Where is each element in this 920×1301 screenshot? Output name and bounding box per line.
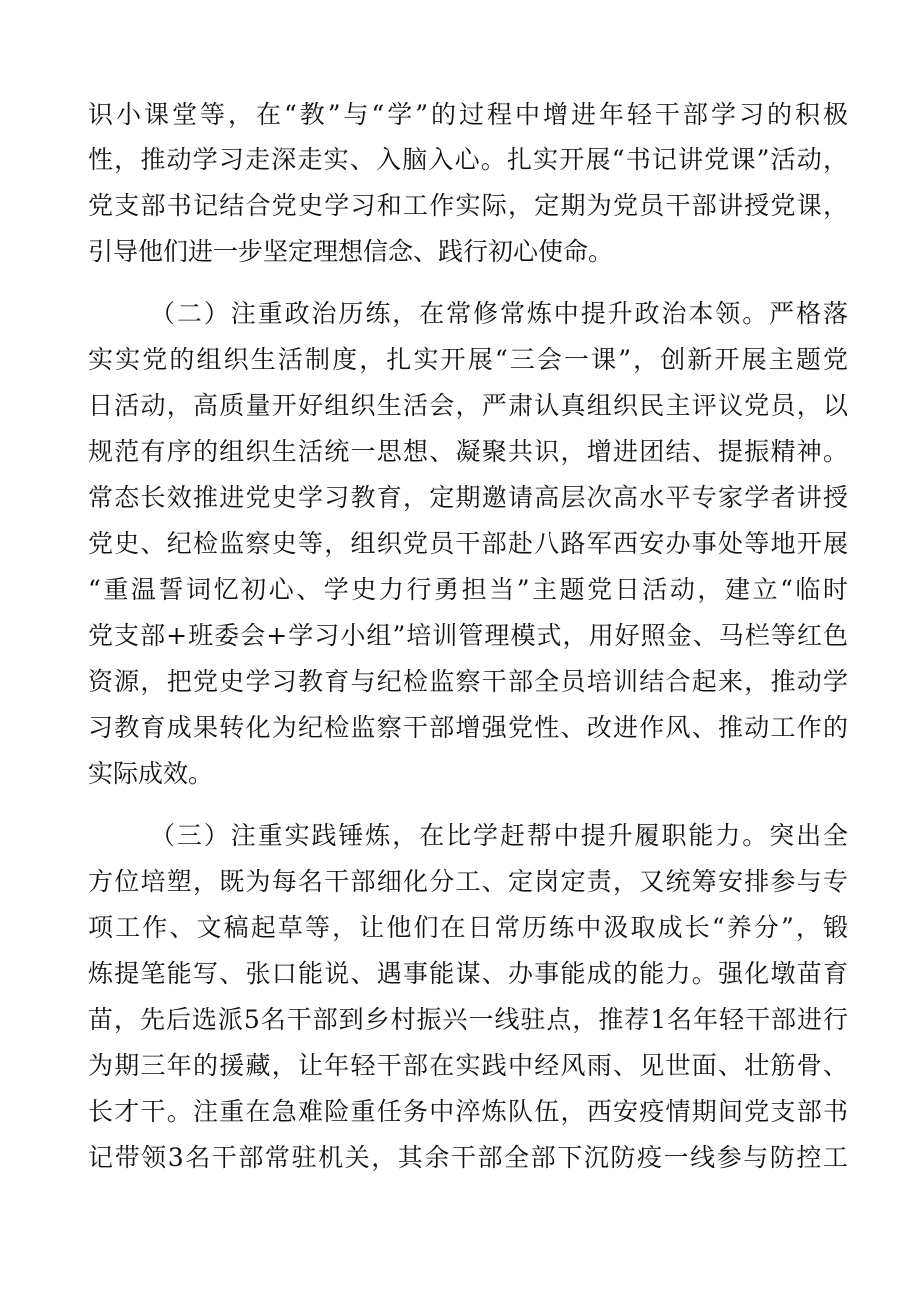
text-line: 项工作、文稿起草等，让他们在日常历练中汲取成长“养分”，锻 [88,913,848,942]
text-line: 炼提笔能写、张口能说、遇事能谋、办事能成的能力。强化墩苗育 [88,959,848,988]
text-line: 习教育成果转化为纪检监察干部增强党性、改进作风、推动工作的 [88,713,848,742]
text-line: 党支部书记结合党史学习和工作实际，定期为党员干部讲授党课， [88,191,848,220]
text-line: 实际成效。 [88,759,214,788]
text-line: 日活动，高质量开好组织生活会，严肃认真组织民主评议党员，以 [88,391,848,420]
text-line: 苗，先后选派5名干部到乡村振兴一线驻点，推荐1名年轻干部进行 [88,1005,848,1034]
text-line: 规范有序的组织生活统一思想、凝聚共识，增进团结、提振精神。 [88,437,848,466]
text-line: 党支部+班委会+学习小组”培训管理模式，用好照金、马栏等红色 [88,621,848,650]
text-line: 识小课堂等，在“教”与“学”的过程中增进年轻干部学习的积极 [88,100,848,129]
text-line: 常态长效推进党史学习教育，定期邀请高层次高水平专家学者讲授 [88,483,848,512]
text-line: 党史、纪检监察史等，组织党员干部赴八路军西安办事处等地开展 [88,529,848,558]
text-line: 引导他们进一步坚定理想信念、践行初心使命。 [88,237,614,266]
text-line: 方位培塑，既为每名干部细化分工、定岗定责，又统筹安排参与专 [88,867,848,896]
paragraph-heading-line: （三）注重实践锤炼，在比学赶帮中提升履职能力。突出全 [150,821,848,850]
text-line: 性，推动学习走深走实、入脑入心。扎实开展“书记讲党课”活动， [88,145,848,174]
text-line: 资源，把党史学习教育与纪检监察干部全员培训结合起来，推动学 [88,667,848,696]
text-line: 长才干。注重在急难险重任务中淬炼队伍，西安疫情期间党支部书 [88,1097,848,1126]
text-line: 为期三年的援藏，让年轻干部在实践中经风雨、见世面、壮筋骨、 [88,1051,848,1080]
text-line: 记带领3名干部常驻机关，其余干部全部下沉防疫一线参与防控工 [88,1143,848,1172]
text-line: 实实党的组织生活制度，扎实开展“三会一课”，创新开展主题党 [88,345,848,374]
paragraph-heading-line: （二）注重政治历练，在常修常炼中提升政治本领。严格落 [150,299,848,328]
text-line: “重温誓词忆初心、学史力行勇担当”主题党日活动，建立“临时 [88,575,848,604]
